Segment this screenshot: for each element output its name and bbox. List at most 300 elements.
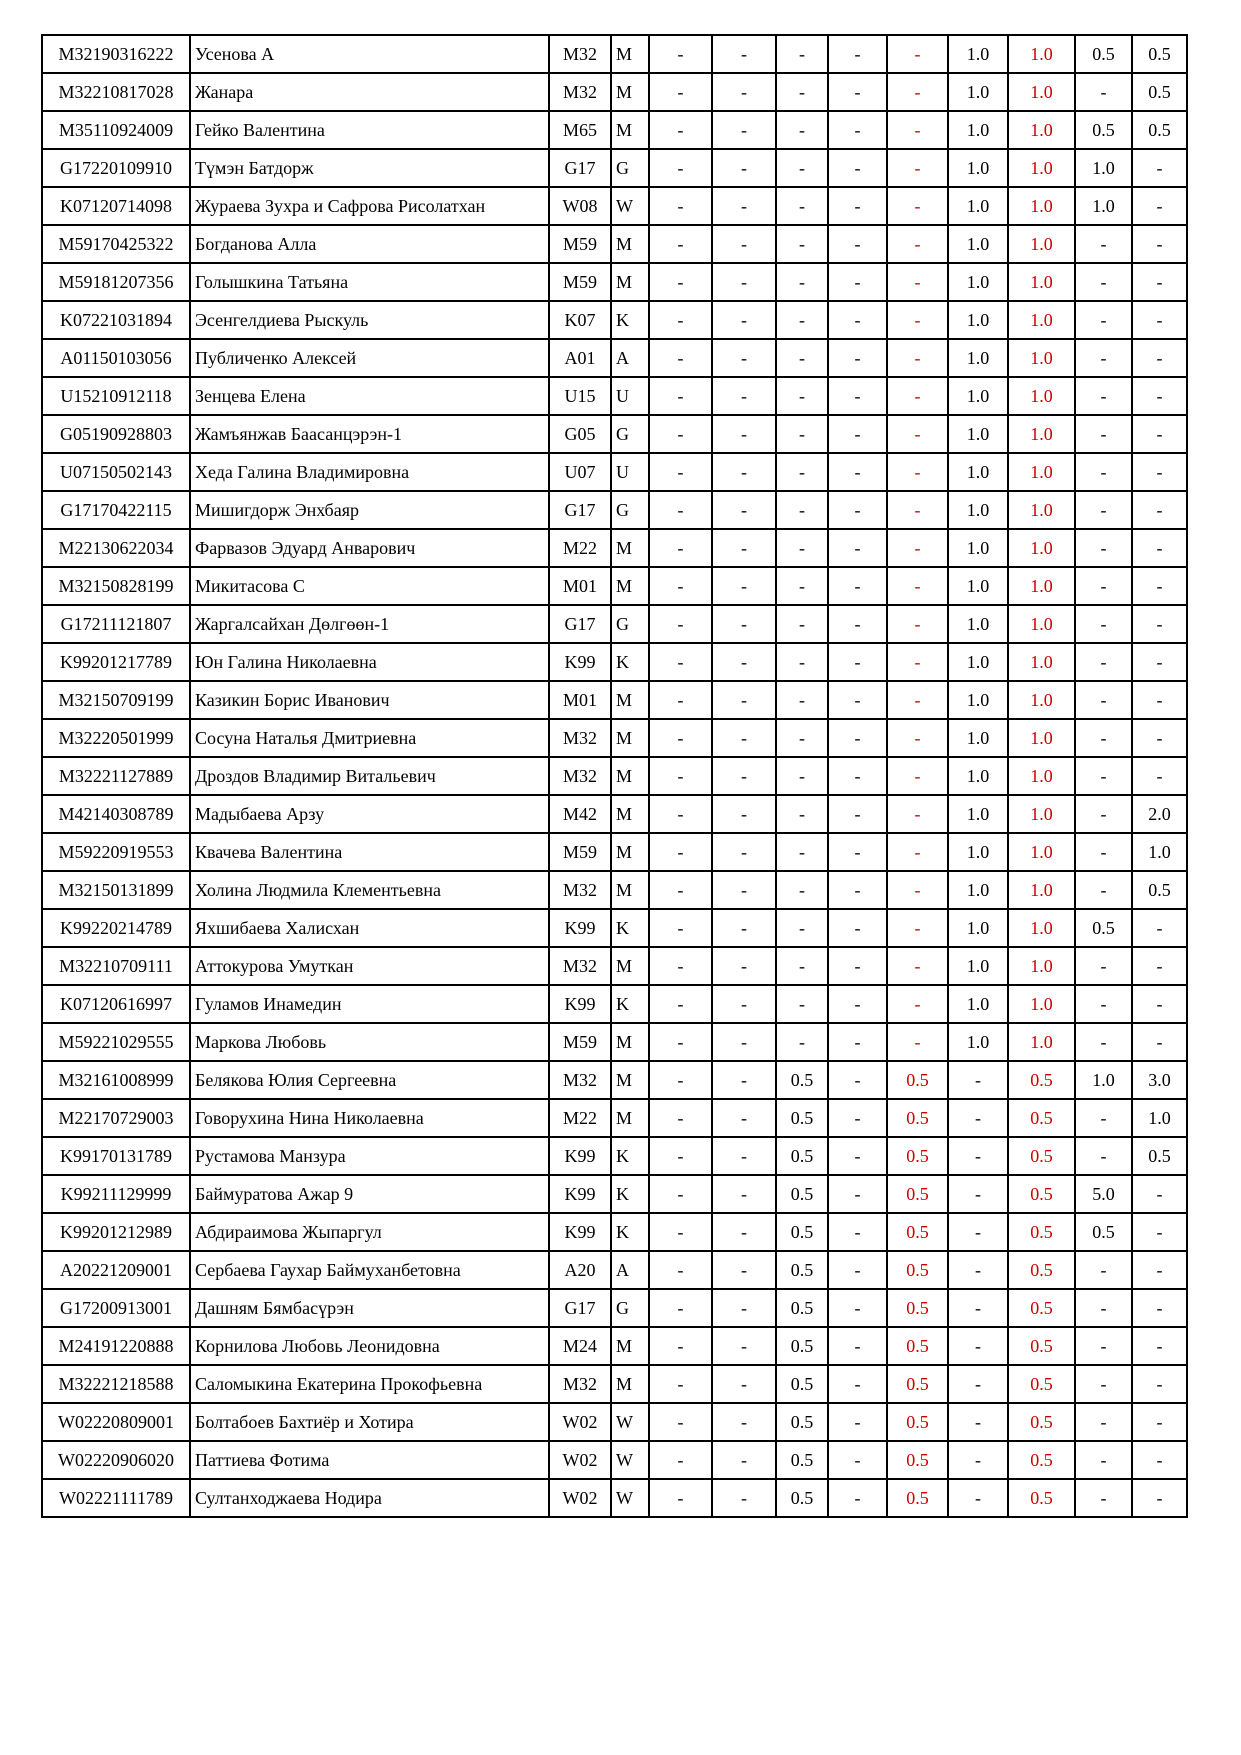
score-7-cell: 0.5 bbox=[1008, 1137, 1075, 1175]
score-5-cell: 0.5 bbox=[887, 1175, 948, 1213]
score-6-cell: - bbox=[948, 1327, 1008, 1365]
score-9-cell: 2.0 bbox=[1132, 795, 1187, 833]
group-letter-cell: M bbox=[611, 1365, 649, 1403]
results-table bbox=[41, 34, 1188, 1518]
score-5-cell: 0.5 bbox=[887, 1327, 948, 1365]
score-1-cell: - bbox=[649, 1061, 712, 1099]
score-3-cell: - bbox=[776, 111, 828, 149]
group-code-cell: M22 bbox=[549, 1099, 611, 1137]
table-row bbox=[42, 1403, 1187, 1441]
score-4-cell: - bbox=[828, 567, 887, 605]
entry-code-cell: K99220214789 bbox=[42, 909, 190, 947]
score-8-cell: 0.5 bbox=[1075, 1213, 1132, 1251]
score-1-cell: - bbox=[649, 35, 712, 73]
score-8-cell: - bbox=[1075, 1365, 1132, 1403]
score-9-cell: - bbox=[1132, 681, 1187, 719]
score-5-cell: - bbox=[887, 795, 948, 833]
score-9-cell: - bbox=[1132, 1213, 1187, 1251]
score-5-cell: 0.5 bbox=[887, 1061, 948, 1099]
score-2-cell: - bbox=[712, 301, 776, 339]
table-row bbox=[42, 985, 1187, 1023]
participant-name-cell: Саломыкина Екатерина Прокофьевна bbox=[190, 1365, 549, 1403]
score-5-cell: - bbox=[887, 415, 948, 453]
score-9-cell: - bbox=[1132, 301, 1187, 339]
score-5-cell: 0.5 bbox=[887, 1213, 948, 1251]
score-2-cell: - bbox=[712, 757, 776, 795]
score-1-cell: - bbox=[649, 1365, 712, 1403]
group-letter-cell: M bbox=[611, 35, 649, 73]
entry-code-cell: M24191220888 bbox=[42, 1327, 190, 1365]
score-2-cell: - bbox=[712, 567, 776, 605]
group-code-cell: M59 bbox=[549, 225, 611, 263]
score-9-cell: - bbox=[1132, 1289, 1187, 1327]
score-1-cell: - bbox=[649, 1479, 712, 1517]
score-2-cell: - bbox=[712, 491, 776, 529]
score-2-cell: - bbox=[712, 1251, 776, 1289]
participant-name-cell: Түмэн Батдорж bbox=[190, 149, 549, 187]
group-code-cell: M32 bbox=[549, 757, 611, 795]
score-8-cell: - bbox=[1075, 225, 1132, 263]
participant-name-cell: Дашням Бямбасүрэн bbox=[190, 1289, 549, 1327]
score-9-cell: - bbox=[1132, 1403, 1187, 1441]
participant-name-cell: Гуламов Инамедин bbox=[190, 985, 549, 1023]
score-7-cell: 0.5 bbox=[1008, 1441, 1075, 1479]
score-1-cell: - bbox=[649, 263, 712, 301]
score-2-cell: - bbox=[712, 377, 776, 415]
participant-name-cell: Жамъянжав Баасанцэрэн-1 bbox=[190, 415, 549, 453]
score-4-cell: - bbox=[828, 111, 887, 149]
score-4-cell: - bbox=[828, 339, 887, 377]
score-6-cell: 1.0 bbox=[948, 491, 1008, 529]
score-4-cell: - bbox=[828, 35, 887, 73]
score-8-cell: - bbox=[1075, 1289, 1132, 1327]
score-8-cell: - bbox=[1075, 491, 1132, 529]
participant-name-cell: Хеда Галина Владимировна bbox=[190, 453, 549, 491]
score-7-cell: 1.0 bbox=[1008, 187, 1075, 225]
score-8-cell: - bbox=[1075, 301, 1132, 339]
score-4-cell: - bbox=[828, 453, 887, 491]
score-1-cell: - bbox=[649, 1213, 712, 1251]
table-row bbox=[42, 529, 1187, 567]
score-4-cell: - bbox=[828, 643, 887, 681]
score-2-cell: - bbox=[712, 1327, 776, 1365]
group-code-cell: M59 bbox=[549, 1023, 611, 1061]
score-6-cell: 1.0 bbox=[948, 111, 1008, 149]
participant-name-cell: Жураева Зухра и Сафрова Рисолатхан bbox=[190, 187, 549, 225]
score-8-cell: 0.5 bbox=[1075, 909, 1132, 947]
score-5-cell: 0.5 bbox=[887, 1289, 948, 1327]
score-2-cell: - bbox=[712, 111, 776, 149]
group-code-cell: U15 bbox=[549, 377, 611, 415]
score-1-cell: - bbox=[649, 453, 712, 491]
score-3-cell: - bbox=[776, 795, 828, 833]
score-2-cell: - bbox=[712, 1213, 776, 1251]
score-8-cell: - bbox=[1075, 1327, 1132, 1365]
score-3-cell: - bbox=[776, 339, 828, 377]
score-3-cell: - bbox=[776, 681, 828, 719]
score-9-cell: - bbox=[1132, 415, 1187, 453]
entry-code-cell: M35110924009 bbox=[42, 111, 190, 149]
table-row bbox=[42, 35, 1187, 73]
score-8-cell: - bbox=[1075, 453, 1132, 491]
score-1-cell: - bbox=[649, 985, 712, 1023]
score-9-cell: - bbox=[1132, 1365, 1187, 1403]
score-7-cell: 1.0 bbox=[1008, 263, 1075, 301]
score-5-cell: - bbox=[887, 1023, 948, 1061]
participant-name-cell: Жанара bbox=[190, 73, 549, 111]
score-8-cell: - bbox=[1075, 605, 1132, 643]
score-4-cell: - bbox=[828, 1061, 887, 1099]
score-5-cell: - bbox=[887, 643, 948, 681]
participant-name-cell: Баймуратова Ажар 9 bbox=[190, 1175, 549, 1213]
score-1-cell: - bbox=[649, 1289, 712, 1327]
score-1-cell: - bbox=[649, 1441, 712, 1479]
table-body bbox=[42, 35, 1187, 1517]
score-6-cell: - bbox=[948, 1061, 1008, 1099]
score-4-cell: - bbox=[828, 1441, 887, 1479]
participant-name-cell: Голышкина Татьяна bbox=[190, 263, 549, 301]
score-5-cell: - bbox=[887, 491, 948, 529]
score-6-cell: 1.0 bbox=[948, 415, 1008, 453]
score-3-cell: 0.5 bbox=[776, 1403, 828, 1441]
score-9-cell: - bbox=[1132, 339, 1187, 377]
participant-name-cell: Сосуна Наталья Дмитриевна bbox=[190, 719, 549, 757]
score-2-cell: - bbox=[712, 1289, 776, 1327]
table-row bbox=[42, 1327, 1187, 1365]
group-letter-cell: M bbox=[611, 871, 649, 909]
group-letter-cell: K bbox=[611, 909, 649, 947]
score-9-cell: - bbox=[1132, 947, 1187, 985]
score-6-cell: 1.0 bbox=[948, 643, 1008, 681]
entry-code-cell: M42140308789 bbox=[42, 795, 190, 833]
score-2-cell: - bbox=[712, 985, 776, 1023]
score-2-cell: - bbox=[712, 605, 776, 643]
score-7-cell: 1.0 bbox=[1008, 453, 1075, 491]
score-9-cell: - bbox=[1132, 1479, 1187, 1517]
score-8-cell: 1.0 bbox=[1075, 187, 1132, 225]
table-row bbox=[42, 415, 1187, 453]
table-row bbox=[42, 339, 1187, 377]
entry-code-cell: G17170422115 bbox=[42, 491, 190, 529]
score-8-cell: - bbox=[1075, 795, 1132, 833]
score-5-cell: - bbox=[887, 73, 948, 111]
score-7-cell: 0.5 bbox=[1008, 1099, 1075, 1137]
score-8-cell: - bbox=[1075, 1479, 1132, 1517]
group-letter-cell: M bbox=[611, 1327, 649, 1365]
group-letter-cell: M bbox=[611, 1099, 649, 1137]
score-7-cell: 1.0 bbox=[1008, 73, 1075, 111]
score-2-cell: - bbox=[712, 1099, 776, 1137]
score-7-cell: 1.0 bbox=[1008, 643, 1075, 681]
table-row bbox=[42, 453, 1187, 491]
score-7-cell: 1.0 bbox=[1008, 415, 1075, 453]
participant-name-cell: Яхшибаева Халисхан bbox=[190, 909, 549, 947]
score-9-cell: - bbox=[1132, 757, 1187, 795]
score-4-cell: - bbox=[828, 187, 887, 225]
participant-name-cell: Гейко Валентина bbox=[190, 111, 549, 149]
score-1-cell: - bbox=[649, 947, 712, 985]
score-1-cell: - bbox=[649, 757, 712, 795]
table-row bbox=[42, 73, 1187, 111]
score-8-cell: - bbox=[1075, 985, 1132, 1023]
participant-name-cell: Сербаева Гаухар Баймуханбетовна bbox=[190, 1251, 549, 1289]
participant-name-cell: Богданова Алла bbox=[190, 225, 549, 263]
group-code-cell: M32 bbox=[549, 1365, 611, 1403]
score-4-cell: - bbox=[828, 1137, 887, 1175]
score-8-cell: - bbox=[1075, 1137, 1132, 1175]
participant-name-cell: Зенцева Елена bbox=[190, 377, 549, 415]
score-6-cell: 1.0 bbox=[948, 833, 1008, 871]
group-code-cell: M01 bbox=[549, 567, 611, 605]
score-4-cell: - bbox=[828, 1251, 887, 1289]
score-8-cell: - bbox=[1075, 757, 1132, 795]
score-6-cell: - bbox=[948, 1175, 1008, 1213]
score-8-cell: - bbox=[1075, 871, 1132, 909]
table-row bbox=[42, 1175, 1187, 1213]
score-5-cell: 0.5 bbox=[887, 1137, 948, 1175]
score-1-cell: - bbox=[649, 73, 712, 111]
table-row bbox=[42, 491, 1187, 529]
score-9-cell: - bbox=[1132, 453, 1187, 491]
score-5-cell: - bbox=[887, 111, 948, 149]
score-6-cell: 1.0 bbox=[948, 73, 1008, 111]
entry-code-cell: M22130622034 bbox=[42, 529, 190, 567]
score-7-cell: 0.5 bbox=[1008, 1365, 1075, 1403]
score-3-cell: - bbox=[776, 415, 828, 453]
score-3-cell: - bbox=[776, 1023, 828, 1061]
score-2-cell: - bbox=[712, 1137, 776, 1175]
score-2-cell: - bbox=[712, 149, 776, 187]
score-5-cell: - bbox=[887, 681, 948, 719]
group-code-cell: G05 bbox=[549, 415, 611, 453]
participant-name-cell: Холина Людмила Клементьевна bbox=[190, 871, 549, 909]
participant-name-cell: Фарвазов Эдуард Анварович bbox=[190, 529, 549, 567]
table-row bbox=[42, 1251, 1187, 1289]
score-7-cell: 0.5 bbox=[1008, 1327, 1075, 1365]
score-8-cell: 5.0 bbox=[1075, 1175, 1132, 1213]
score-5-cell: - bbox=[887, 833, 948, 871]
group-letter-cell: G bbox=[611, 491, 649, 529]
score-2-cell: - bbox=[712, 1441, 776, 1479]
score-1-cell: - bbox=[649, 833, 712, 871]
score-8-cell: 1.0 bbox=[1075, 1061, 1132, 1099]
score-1-cell: - bbox=[649, 871, 712, 909]
score-5-cell: 0.5 bbox=[887, 1479, 948, 1517]
score-2-cell: - bbox=[712, 681, 776, 719]
score-7-cell: 1.0 bbox=[1008, 339, 1075, 377]
table-row bbox=[42, 947, 1187, 985]
score-7-cell: 0.5 bbox=[1008, 1061, 1075, 1099]
score-5-cell: - bbox=[887, 605, 948, 643]
score-9-cell: - bbox=[1132, 1441, 1187, 1479]
score-3-cell: 0.5 bbox=[776, 1479, 828, 1517]
score-5-cell: - bbox=[887, 947, 948, 985]
entry-code-cell: W02221111789 bbox=[42, 1479, 190, 1517]
score-9-cell: - bbox=[1132, 1251, 1187, 1289]
score-4-cell: - bbox=[828, 719, 887, 757]
score-1-cell: - bbox=[649, 415, 712, 453]
table-row bbox=[42, 909, 1187, 947]
score-4-cell: - bbox=[828, 985, 887, 1023]
entry-code-cell: U15210912118 bbox=[42, 377, 190, 415]
score-9-cell: - bbox=[1132, 643, 1187, 681]
score-3-cell: - bbox=[776, 947, 828, 985]
group-letter-cell: U bbox=[611, 453, 649, 491]
entry-code-cell: A01150103056 bbox=[42, 339, 190, 377]
score-7-cell: 1.0 bbox=[1008, 225, 1075, 263]
table-row bbox=[42, 1479, 1187, 1517]
entry-code-cell: K07221031894 bbox=[42, 301, 190, 339]
score-3-cell: - bbox=[776, 263, 828, 301]
score-2-cell: - bbox=[712, 415, 776, 453]
table-row bbox=[42, 1099, 1187, 1137]
score-8-cell: - bbox=[1075, 1403, 1132, 1441]
score-6-cell: 1.0 bbox=[948, 187, 1008, 225]
score-1-cell: - bbox=[649, 567, 712, 605]
participant-name-cell: Жаргалсайхан Дөлгөөн-1 bbox=[190, 605, 549, 643]
group-letter-cell: M bbox=[611, 225, 649, 263]
score-2-cell: - bbox=[712, 1023, 776, 1061]
score-7-cell: 0.5 bbox=[1008, 1251, 1075, 1289]
entry-code-cell: M32221127889 bbox=[42, 757, 190, 795]
entry-code-cell: W02220809001 bbox=[42, 1403, 190, 1441]
score-3-cell: - bbox=[776, 643, 828, 681]
score-6-cell: - bbox=[948, 1099, 1008, 1137]
score-4-cell: - bbox=[828, 1099, 887, 1137]
score-3-cell: 0.5 bbox=[776, 1251, 828, 1289]
score-3-cell: - bbox=[776, 719, 828, 757]
score-7-cell: 1.0 bbox=[1008, 985, 1075, 1023]
entry-code-cell: K99211129999 bbox=[42, 1175, 190, 1213]
score-5-cell: - bbox=[887, 225, 948, 263]
score-6-cell: 1.0 bbox=[948, 35, 1008, 73]
score-4-cell: - bbox=[828, 1403, 887, 1441]
score-7-cell: 1.0 bbox=[1008, 491, 1075, 529]
score-9-cell: - bbox=[1132, 187, 1187, 225]
group-letter-cell: M bbox=[611, 263, 649, 301]
participant-name-cell: Белякова Юлия Сергеевна bbox=[190, 1061, 549, 1099]
participant-name-cell: Юн Галина Николаевна bbox=[190, 643, 549, 681]
score-9-cell: - bbox=[1132, 605, 1187, 643]
score-8-cell: - bbox=[1075, 681, 1132, 719]
score-5-cell: - bbox=[887, 377, 948, 415]
score-9-cell: 0.5 bbox=[1132, 35, 1187, 73]
entry-code-cell: M32150709199 bbox=[42, 681, 190, 719]
table-row bbox=[42, 225, 1187, 263]
score-3-cell: - bbox=[776, 453, 828, 491]
score-6-cell: - bbox=[948, 1441, 1008, 1479]
score-2-cell: - bbox=[712, 795, 776, 833]
score-9-cell: 0.5 bbox=[1132, 1137, 1187, 1175]
score-3-cell: - bbox=[776, 149, 828, 187]
group-code-cell: K99 bbox=[549, 1213, 611, 1251]
score-7-cell: 0.5 bbox=[1008, 1213, 1075, 1251]
score-2-cell: - bbox=[712, 529, 776, 567]
entry-code-cell: G05190928803 bbox=[42, 415, 190, 453]
score-9-cell: 1.0 bbox=[1132, 833, 1187, 871]
score-2-cell: - bbox=[712, 1061, 776, 1099]
score-8-cell: - bbox=[1075, 567, 1132, 605]
score-7-cell: 1.0 bbox=[1008, 111, 1075, 149]
entry-code-cell: K07120714098 bbox=[42, 187, 190, 225]
participant-name-cell: Аттокурова Умуткан bbox=[190, 947, 549, 985]
score-9-cell: - bbox=[1132, 149, 1187, 187]
group-code-cell: W02 bbox=[549, 1441, 611, 1479]
score-2-cell: - bbox=[712, 719, 776, 757]
score-1-cell: - bbox=[649, 643, 712, 681]
score-3-cell: - bbox=[776, 833, 828, 871]
score-6-cell: 1.0 bbox=[948, 757, 1008, 795]
score-5-cell: - bbox=[887, 985, 948, 1023]
participant-name-cell: Дроздов Владимир Витальевич bbox=[190, 757, 549, 795]
group-letter-cell: K bbox=[611, 301, 649, 339]
entry-code-cell: M32220501999 bbox=[42, 719, 190, 757]
group-code-cell: G17 bbox=[549, 491, 611, 529]
participant-name-cell: Мишигдорж Энхбаяр bbox=[190, 491, 549, 529]
score-7-cell: 1.0 bbox=[1008, 567, 1075, 605]
score-3-cell: - bbox=[776, 225, 828, 263]
score-3-cell: - bbox=[776, 757, 828, 795]
score-2-cell: - bbox=[712, 1479, 776, 1517]
group-code-cell: W02 bbox=[549, 1403, 611, 1441]
score-1-cell: - bbox=[649, 339, 712, 377]
score-3-cell: 0.5 bbox=[776, 1061, 828, 1099]
participant-name-cell: Рустамова Манзура bbox=[190, 1137, 549, 1175]
score-9-cell: 1.0 bbox=[1132, 1099, 1187, 1137]
score-7-cell: 1.0 bbox=[1008, 719, 1075, 757]
score-4-cell: - bbox=[828, 491, 887, 529]
score-1-cell: - bbox=[649, 301, 712, 339]
table-row bbox=[42, 1213, 1187, 1251]
entry-code-cell: M32210817028 bbox=[42, 73, 190, 111]
score-5-cell: - bbox=[887, 719, 948, 757]
group-code-cell: M32 bbox=[549, 871, 611, 909]
group-letter-cell: M bbox=[611, 681, 649, 719]
score-7-cell: 0.5 bbox=[1008, 1403, 1075, 1441]
score-9-cell: - bbox=[1132, 225, 1187, 263]
score-6-cell: 1.0 bbox=[948, 795, 1008, 833]
table-row bbox=[42, 1365, 1187, 1403]
score-5-cell: - bbox=[887, 263, 948, 301]
score-2-cell: - bbox=[712, 453, 776, 491]
table-row bbox=[42, 301, 1187, 339]
score-1-cell: - bbox=[649, 605, 712, 643]
group-letter-cell: W bbox=[611, 1441, 649, 1479]
score-7-cell: 1.0 bbox=[1008, 947, 1075, 985]
table-row bbox=[42, 1061, 1187, 1099]
score-5-cell: 0.5 bbox=[887, 1403, 948, 1441]
score-2-cell: - bbox=[712, 187, 776, 225]
table-row bbox=[42, 567, 1187, 605]
score-1-cell: - bbox=[649, 225, 712, 263]
score-8-cell: - bbox=[1075, 73, 1132, 111]
group-code-cell: M01 bbox=[549, 681, 611, 719]
score-6-cell: 1.0 bbox=[948, 567, 1008, 605]
group-letter-cell: G bbox=[611, 415, 649, 453]
score-6-cell: 1.0 bbox=[948, 529, 1008, 567]
score-7-cell: 1.0 bbox=[1008, 377, 1075, 415]
table-row bbox=[42, 833, 1187, 871]
score-5-cell: - bbox=[887, 187, 948, 225]
participant-name-cell: Усенова А bbox=[190, 35, 549, 73]
participant-name-cell: Казикин Борис Иванович bbox=[190, 681, 549, 719]
table-row bbox=[42, 719, 1187, 757]
entry-code-cell: M32150828199 bbox=[42, 567, 190, 605]
entry-code-cell: U07150502143 bbox=[42, 453, 190, 491]
score-7-cell: 1.0 bbox=[1008, 909, 1075, 947]
score-5-cell: - bbox=[887, 35, 948, 73]
score-4-cell: - bbox=[828, 1365, 887, 1403]
